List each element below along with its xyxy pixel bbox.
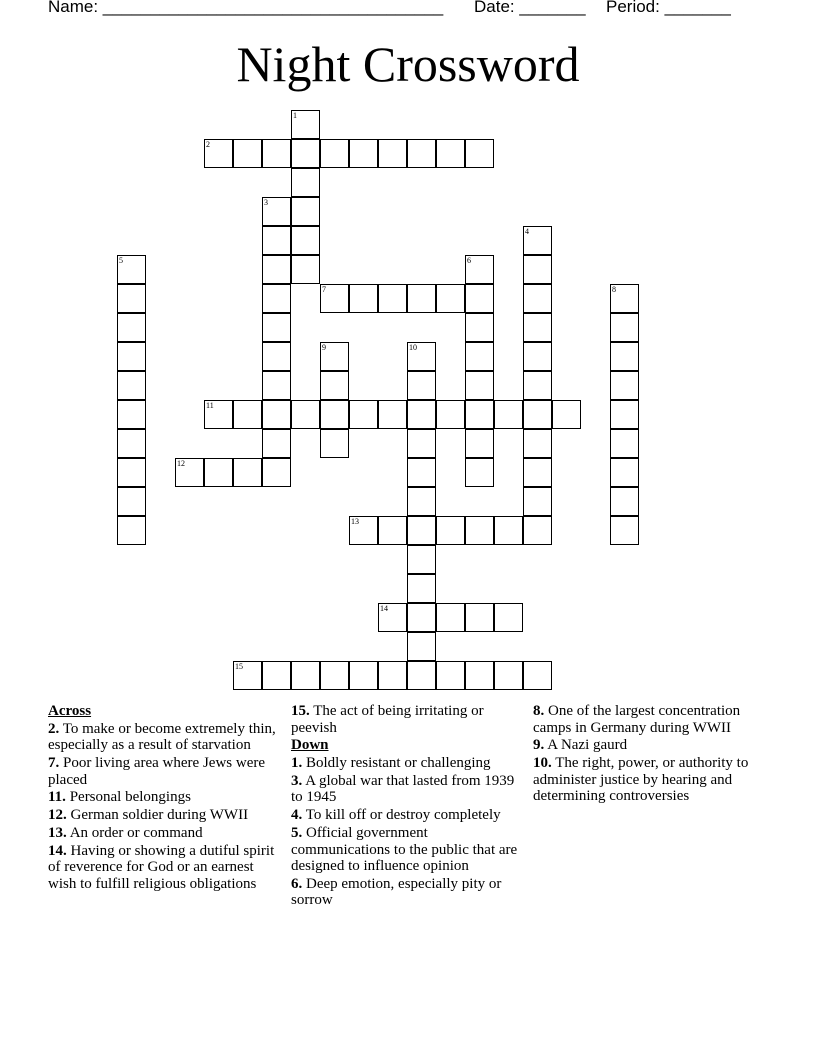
crossword-cell[interactable] [233, 139, 262, 168]
clue-column-1 [48, 703, 276, 894]
crossword-cell[interactable] [407, 632, 436, 661]
down-heading: Down [291, 737, 329, 754]
clue-text: To make or become extremely thin, especially as a result of starvation [48, 720, 276, 754]
clue-number: 2. [48, 720, 60, 737]
crossword-cell[interactable] [465, 371, 494, 400]
clue-across-14 [48, 843, 276, 893]
crossword-cell[interactable] [291, 139, 320, 168]
clue-number-label: 10 [409, 343, 417, 352]
clue-number: 7. [48, 754, 60, 771]
crossword-cell[interactable] [465, 284, 494, 313]
crossword-cell[interactable] [465, 661, 494, 690]
crossword-cell[interactable] [320, 371, 349, 400]
crossword-cell[interactable] [262, 371, 291, 400]
crossword-cell[interactable] [233, 458, 262, 487]
crossword-cell[interactable] [117, 284, 146, 313]
crossword-cell[interactable] [436, 400, 465, 429]
crossword-cell[interactable] [523, 255, 552, 284]
clue-number: 8. [533, 703, 545, 719]
clue-across-13 [48, 825, 276, 842]
crossword-cell[interactable] [291, 110, 320, 139]
crossword-cell[interactable] [291, 168, 320, 197]
clue-text: Official government communications to the public that are designed to influence opinion [291, 824, 518, 875]
clue-number: 5. [291, 824, 303, 841]
crossword-cell[interactable] [320, 429, 349, 458]
clue-down-6 [291, 876, 526, 909]
crossword-cell[interactable] [349, 661, 378, 690]
crossword-cell[interactable] [117, 458, 146, 487]
clue-number: 12. [48, 807, 67, 824]
crossword-cell[interactable] [465, 313, 494, 342]
crossword-cell[interactable] [465, 139, 494, 168]
crossword-cell[interactable] [407, 487, 436, 516]
clue-number-label: 13 [351, 517, 359, 526]
crossword-cell[interactable] [552, 400, 581, 429]
clue-down-10 [533, 755, 768, 805]
crossword-cell[interactable] [262, 139, 291, 168]
crossword-cell[interactable] [117, 487, 146, 516]
crossword-cell[interactable] [117, 255, 146, 284]
clue-text: A Nazi gaurd [547, 737, 628, 754]
clue-column-3 [533, 703, 768, 806]
clue-number: 10. [533, 755, 552, 772]
crossword-cell[interactable] [610, 429, 639, 458]
clue-column-2 [291, 703, 526, 910]
clue-number: 15. [291, 703, 310, 719]
crossword-cell[interactable] [523, 516, 552, 545]
clue-number-label: 11 [206, 401, 214, 410]
clue-text: A global war that lasted from 1939 to 1945 [291, 772, 515, 806]
crossword-cell[interactable] [523, 284, 552, 313]
clue-number-label: 8 [612, 285, 616, 294]
crossword-cell[interactable] [378, 284, 407, 313]
crossword-cell[interactable] [494, 603, 523, 632]
crossword-cell[interactable] [233, 661, 262, 690]
crossword-cell[interactable] [407, 139, 436, 168]
crossword-cell[interactable] [117, 429, 146, 458]
clue-number-label: 15 [235, 662, 243, 671]
crossword-cell[interactable] [262, 342, 291, 371]
crossword-cell[interactable] [204, 458, 233, 487]
crossword-cell[interactable] [465, 603, 494, 632]
crossword-cell[interactable] [262, 458, 291, 487]
crossword-cell[interactable] [436, 139, 465, 168]
crossword-cell[interactable] [407, 429, 436, 458]
crossword-cell[interactable] [610, 284, 639, 313]
crossword-cell[interactable] [610, 400, 639, 429]
clue-text: Having or showing a dutiful spirit of reverence for God or an earnest wish to fulfill religious obligations [48, 842, 275, 892]
crossword-cell[interactable] [378, 603, 407, 632]
clue-text: To kill off or destroy completely [305, 807, 501, 824]
crossword-cell[interactable] [523, 487, 552, 516]
clue-text: The act of being irritating or peevish [291, 703, 484, 736]
clue-number-label: 3 [264, 198, 268, 207]
crossword-cell[interactable] [465, 516, 494, 545]
crossword-cell[interactable] [523, 458, 552, 487]
crossword-cell[interactable] [523, 429, 552, 458]
crossword-cell[interactable] [436, 284, 465, 313]
clue-number: 6. [291, 875, 303, 892]
clue-down-9 [533, 737, 768, 754]
crossword-cell[interactable] [610, 458, 639, 487]
clue-number: 9. [533, 737, 545, 754]
clue-number-label: 4 [525, 227, 529, 236]
crossword-cell[interactable] [465, 400, 494, 429]
clue-across-7 [48, 755, 276, 788]
crossword-cell[interactable] [262, 284, 291, 313]
crossword-cell[interactable] [262, 255, 291, 284]
crossword-cell[interactable] [204, 400, 233, 429]
crossword-cell[interactable] [349, 516, 378, 545]
crossword-cell[interactable] [320, 284, 349, 313]
crossword-cell[interactable] [407, 574, 436, 603]
crossword-cell[interactable] [407, 661, 436, 690]
clue-number-label: 9 [322, 343, 326, 352]
clue-number-label: 1 [293, 111, 297, 120]
crossword-cell[interactable] [407, 342, 436, 371]
crossword-cell[interactable] [523, 342, 552, 371]
clue-across-2 [48, 721, 276, 754]
crossword-cell[interactable] [465, 429, 494, 458]
clue-number: 4. [291, 807, 303, 824]
clue-number-label: 14 [380, 604, 388, 613]
date-field[interactable]: Date: _______ [474, 0, 586, 16]
crossword-cell[interactable] [175, 458, 204, 487]
clue-across-12 [48, 807, 276, 824]
crossword-cell[interactable] [378, 516, 407, 545]
clue-number-label: 12 [177, 459, 185, 468]
clue-number-label: 5 [119, 256, 123, 265]
crossword-cell[interactable] [407, 603, 436, 632]
crossword-cell[interactable] [291, 661, 320, 690]
crossword-cell[interactable] [117, 516, 146, 545]
crossword-cell[interactable] [523, 661, 552, 690]
clue-text: German soldier during WWII [70, 807, 249, 824]
clue-text: One of the largest concentration camps in Germany during WWII [533, 703, 741, 736]
clue-down-8 [533, 703, 768, 736]
crossword-cell[interactable] [465, 255, 494, 284]
crossword-cell[interactable] [262, 400, 291, 429]
crossword-cell[interactable] [320, 400, 349, 429]
clue-down-3 [291, 773, 526, 806]
crossword-cell[interactable] [407, 371, 436, 400]
crossword-cell[interactable] [407, 284, 436, 313]
clue-text: Boldly resistant or challenging [306, 754, 491, 771]
crossword-cell[interactable] [436, 661, 465, 690]
crossword-cell[interactable] [291, 400, 320, 429]
crossword-cell[interactable] [262, 661, 291, 690]
clue-text: Personal belongings [69, 789, 191, 806]
crossword-cell[interactable] [610, 342, 639, 371]
crossword-cell[interactable] [117, 313, 146, 342]
crossword-cell[interactable] [349, 139, 378, 168]
crossword-cell[interactable] [291, 226, 320, 255]
crossword-cell[interactable] [494, 400, 523, 429]
crossword-cell[interactable] [465, 342, 494, 371]
clue-down-1 [291, 755, 526, 772]
page-title: Night Crossword [236, 36, 580, 92]
clue-text: An order or command [69, 824, 203, 841]
crossword-cell[interactable] [610, 487, 639, 516]
crossword-cell[interactable] [407, 545, 436, 574]
name-field[interactable]: Name: ____________________________________ [48, 0, 444, 16]
crossword-cell[interactable] [320, 342, 349, 371]
crossword-cell[interactable] [349, 400, 378, 429]
crossword-cell[interactable] [407, 458, 436, 487]
crossword-cell[interactable] [523, 371, 552, 400]
across-heading: Across [48, 703, 92, 719]
crossword-cell[interactable] [610, 516, 639, 545]
clue-down-5 [291, 825, 526, 875]
clue-down-4 [291, 807, 526, 824]
crossword-cell[interactable] [320, 139, 349, 168]
clue-number-label: 2 [206, 140, 210, 149]
crossword-cell[interactable] [523, 400, 552, 429]
clue-number: 3. [291, 772, 303, 789]
crossword-cell[interactable] [523, 226, 552, 255]
crossword-cell[interactable] [320, 661, 349, 690]
crossword-cell[interactable] [610, 371, 639, 400]
clue-number-label: 6 [467, 256, 471, 265]
crossword-cell[interactable] [378, 661, 407, 690]
crossword-cell[interactable] [117, 400, 146, 429]
crossword-cell[interactable] [378, 139, 407, 168]
clue-number: 1. [291, 754, 303, 771]
crossword-cell[interactable] [262, 429, 291, 458]
crossword-cell[interactable] [262, 226, 291, 255]
crossword-cell[interactable] [349, 284, 378, 313]
clue-across-15 [291, 703, 526, 736]
crossword-cell[interactable] [117, 342, 146, 371]
clue-text: Deep emotion, especially pity or sorrow [291, 875, 502, 909]
crossword-cell[interactable] [378, 400, 407, 429]
clue-text: Poor living area where Jews were placed [48, 754, 266, 788]
crossword-cell[interactable] [523, 313, 552, 342]
crossword-cell[interactable] [610, 313, 639, 342]
crossword-cell[interactable] [233, 400, 262, 429]
clue-number-label: 7 [322, 285, 326, 294]
crossword-cell[interactable] [262, 197, 291, 226]
crossword-cell[interactable] [204, 139, 233, 168]
clue-number: 11. [48, 789, 66, 806]
crossword-cell[interactable] [436, 603, 465, 632]
crossword-cell[interactable] [291, 197, 320, 226]
clue-number: 14. [48, 842, 67, 859]
clue-text: The right, power, or authority to administer justice by hearing and determining controversies [533, 755, 749, 805]
crossword-cell[interactable] [407, 516, 436, 545]
crossword-cell[interactable] [291, 255, 320, 284]
period-field[interactable]: Period: _______ [606, 0, 731, 16]
crossword-cell[interactable] [494, 516, 523, 545]
crossword-cell[interactable] [436, 516, 465, 545]
clue-across-11 [48, 789, 276, 806]
crossword-cell[interactable] [465, 458, 494, 487]
clue-number: 13. [48, 824, 67, 841]
crossword-cell[interactable] [407, 400, 436, 429]
crossword-cell[interactable] [494, 661, 523, 690]
crossword-cell[interactable] [262, 313, 291, 342]
crossword-cell[interactable] [117, 371, 146, 400]
